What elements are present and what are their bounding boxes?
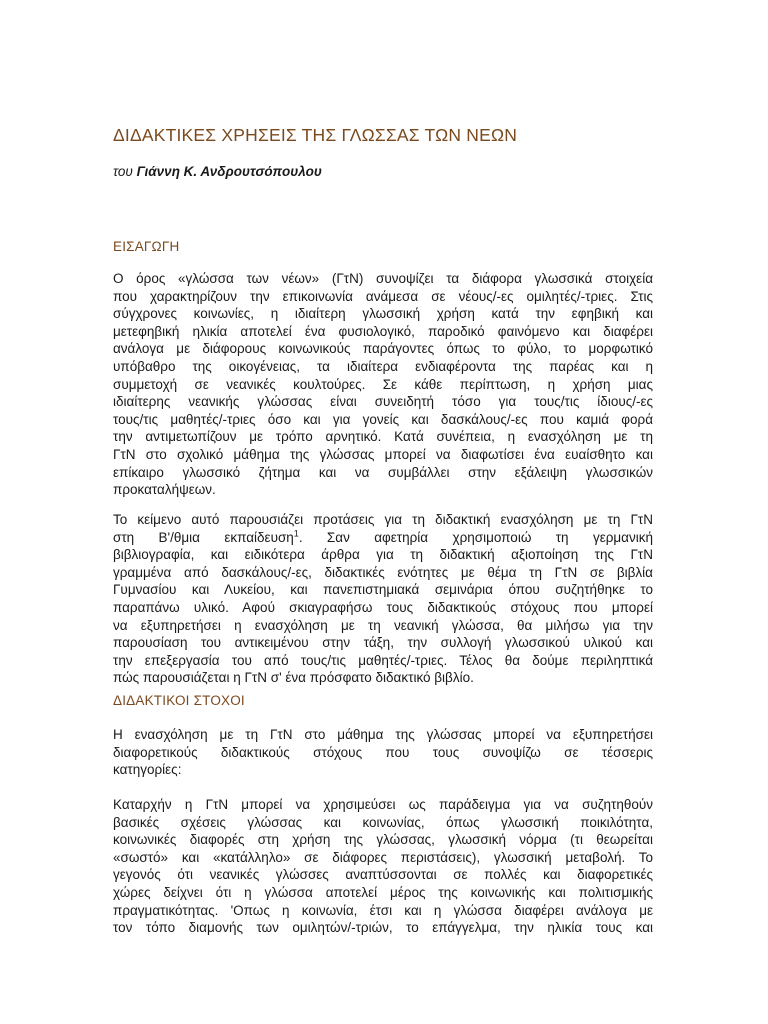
text-line: παραπάνω υλικό. Αφού σκιαγραφήσω τους διδακτικούς στόχους που μπορεί [113, 599, 653, 615]
text-line: βασικές σχέσεις γλώσσας και κοινωνίας, όπως γλωσσική ποικιλότητα, [113, 814, 653, 830]
text-line: «σωστό» και «κατάλληλο» σε διάφορες περιστάσεις), γλωσσική μεταβολή. Το [113, 849, 653, 865]
author-line [113, 164, 673, 179]
text-line: κατηγορίες: [113, 762, 182, 778]
text-line: ιδιαίτερης νεανικής γλώσσας είναι συνειδητή τόσο για τους/τις ίδιους/-ες [113, 394, 653, 410]
paragraph [113, 796, 653, 937]
text-line: διαφορετικούς διδακτικούς στόχους που τους συνοψίζω σε τέσσερις [113, 744, 653, 760]
text-line: παρουσίαση του αντικειμένου στην τάξη, την συλλογή γλωσσικού υλικού και [113, 635, 653, 651]
text-line: Γυμνασίου και Λυκείου, και πανεπιστημιακά σεμινάρια όπου συζητήθηκε το [113, 582, 653, 598]
text-line: μετεφηβική ηλικία αποτελεί ένα φυσιολογικό, παροδικό φαινόμενο και διαφέρει [113, 323, 653, 339]
text-fragment: στη Β'/θμια εκπαίδευση [113, 529, 294, 545]
text-line-with-footnote [113, 529, 653, 547]
text-line: την αντιμετωπίζουν με τρόπο αρνητικό. Κατά συνέπεια, η ενασχόληση με τη [113, 429, 653, 445]
section-heading-didactic-goals: ΔΙΔΑΚΤΙΚΟΙ ΣΤΟΧΟΙ [113, 693, 245, 708]
text-fragment: . Σαν αφετηρία χρησιμοποιώ τη γερμανική [298, 529, 653, 545]
text-line: την επεξεργασία του από τους/τις μαθητές/-τριες. Τέλος θα δούμε περιληπτικά [113, 652, 653, 668]
paragraph [113, 726, 653, 779]
text-line: τον τόπο διαμονής των ομιλητών/-τριών, το επάγγελμα, την ηλικία τους και [113, 920, 653, 936]
text-line: γεγονός ότι νεανικές γλώσσες αναπτύσσονται σε πολλές και διαφορετικές [113, 867, 653, 883]
text-line: συμμετοχή σε νεανικές κουλτούρες. Σε κάθε περίπτωση, η χρήση μιας [113, 376, 653, 392]
paragraph [113, 511, 653, 687]
text-line: γραμμένα από δασκάλους/-ες, διδακτικές ενότητες με θέμα τη ΓτΝ σε βιβλία [113, 564, 653, 580]
author-name: Γιάννη Κ. Ανδρουτσόπουλου [136, 164, 322, 179]
text-line: να εξυπηρετήσει η ενασχόληση με τη νεανική γλώσσα, θα μιλήσω για την [113, 617, 653, 633]
text-line: ανάλογα με διάφορους κοινωνικούς παράγοντες όπως το φύλο, το μορφωτικό [113, 341, 653, 357]
section-heading-introduction: ΕΙΣΑΓΩΓΗ [113, 239, 180, 254]
document-title: ΔΙΔΑΚΤΙΚΕΣ ΧΡΗΣΕΙΣ ΤΗΣ ΓΛΩΣΣΑΣ ΤΩΝ ΝΕΩΝ [113, 125, 518, 145]
footnote-marker[interactable]: 1 [293, 528, 299, 539]
text-line: επίκαιρο γλωσσικό ζήτημα και να συμβάλλει στην εξάλειψη γλωσσικών [113, 464, 653, 480]
author-prefix: του [113, 164, 133, 179]
text-line: Ο όρος «γλώσσα των νέων» (ΓτΝ) συνοψίζει τα διάφορα γλωσσικά στοιχεία [113, 271, 653, 286]
text-line: Η ενασχόληση με τη ΓτΝ στο μάθημα της γλώσσας μπορεί να εξυπηρετήσει [113, 727, 653, 742]
text-line: Καταρχήν η ΓτΝ μπορεί να χρησιμεύσει ως παράδειγμα για να συζητηθούν [113, 797, 653, 812]
text-line: κοινωνικές διαφορές στη χρήση της γλώσσας, γλωσσική νόρμα (τι θεωρείται [113, 832, 653, 848]
text-line: ΓτΝ στο σχολικό μάθημα της γλώσσας μπορεί να διαφωτίσει ένα ευαίσθητο και [113, 446, 653, 462]
text-line: Το κείμενο αυτό παρουσιάζει προτάσεις για τη διδακτική ενασχόληση με τη ΓτΝ [113, 512, 653, 527]
text-line: προκαταλήψεων. [113, 482, 216, 498]
text-line: υπόβαθρο της οικογένειας, τα ιδιαίτερα ενδιαφέροντα της παρέας και η [113, 358, 653, 374]
text-line: σύγχρονες κοινωνίες, η ιδιαίτερη γλωσσική χρήση κατά την εφηβική και [113, 306, 653, 322]
text-line: πραγματικότητας. 'Οπως η κοινωνία, έτσι και η γλώσσα διαφέρει ανάλογα με [113, 902, 653, 918]
text-line: που χαρακτηρίζουν την επικοινωνία ανάμεσα σε νέους/-ες ομιλητές/-τριες. Στις [113, 288, 653, 304]
text-line: βιβλιογραφία, και ειδικότερα άρθρα για τη διδακτική αξιοποίηση της ΓτΝ [113, 547, 653, 563]
text-line: πώς παρουσιάζεται η ΓτΝ σ' ένα πρόσφατο διδακτικό βιβλίο. [113, 670, 474, 686]
text-line: τους/τις μαθητές/-τριες όσο και για γονείς και δασκάλους/-ες που καμιά φορά [113, 411, 653, 427]
paragraph [113, 270, 653, 499]
text-line: χώρες δείχνει ότι η γλώσσα αποτελεί μέρος της κοινωνικής και πολιτισμικής [113, 884, 653, 900]
